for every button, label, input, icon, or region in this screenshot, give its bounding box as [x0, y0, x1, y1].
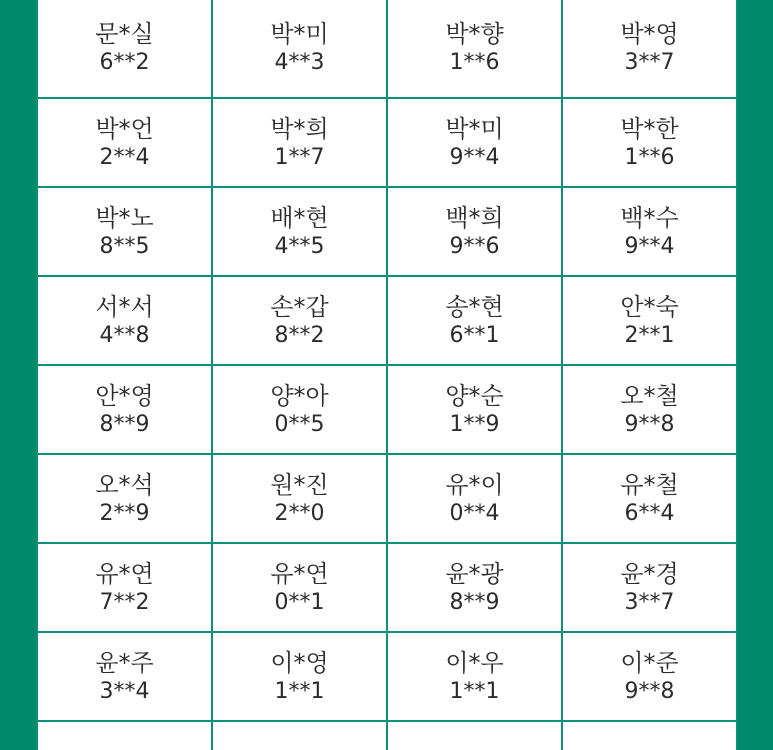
winner-name: 안*숙: [620, 292, 679, 321]
winner-phone-code: 0**4: [449, 500, 500, 526]
winner-cell: [212, 0, 387, 98]
winner-cell-partial: [37, 721, 212, 750]
winner-phone-code: 1**6: [449, 49, 500, 75]
winner-cell: [387, 454, 562, 543]
winner-phone-code: 3**7: [624, 49, 675, 75]
winner-name: 원*진: [270, 470, 329, 499]
winner-name: 윤*광: [445, 559, 504, 588]
winner-name: 윤*경: [620, 559, 679, 588]
table-row: [37, 632, 737, 721]
winner-name: 박*언: [95, 114, 154, 143]
winner-cell: [212, 276, 387, 365]
winner-name: 문*실: [95, 19, 154, 48]
winner-name: 오*석: [95, 470, 154, 499]
winner-name: 서*서: [95, 292, 154, 321]
winner-phone-code: 3**7: [624, 589, 675, 615]
winner-cell: [212, 365, 387, 454]
winner-name: 박*영: [620, 19, 679, 48]
winner-cell: [387, 0, 562, 98]
winner-cell: [562, 0, 737, 98]
winner-table-body: [37, 0, 737, 750]
winner-name: 백*희: [445, 203, 504, 232]
winner-phone-code: 1**6: [624, 144, 675, 170]
winner-cell: [562, 365, 737, 454]
winner-cell: [562, 632, 737, 721]
winner-phone-code: 4**8: [99, 322, 150, 348]
winner-phone-code: 0**5: [274, 411, 325, 437]
winner-cell: [212, 98, 387, 187]
winner-cell: [212, 187, 387, 276]
winner-phone-code: 1**1: [449, 678, 500, 704]
winner-cell: [37, 365, 212, 454]
winner-cell: [37, 543, 212, 632]
winner-cell: [37, 632, 212, 721]
winner-name: 박*향: [445, 19, 504, 48]
winner-phone-code: 0**1: [274, 589, 325, 615]
winner-name: 유*이: [445, 470, 504, 499]
winner-name: 윤*주: [95, 648, 154, 677]
winner-name: 이*준: [620, 648, 679, 677]
winner-cell: [37, 454, 212, 543]
winner-name: 유*철: [620, 470, 679, 499]
winner-phone-code: 9**8: [624, 411, 675, 437]
winner-phone-code: 1**1: [274, 678, 325, 704]
winner-name: 이*우: [445, 648, 504, 677]
winner-cell: [212, 632, 387, 721]
winner-cell: [387, 543, 562, 632]
winner-name: 오*철: [620, 381, 679, 410]
winner-cell: [562, 187, 737, 276]
table-row: [37, 454, 737, 543]
winner-cell: [37, 276, 212, 365]
winner-phone-code: 4**3: [274, 49, 325, 75]
winner-name: 박*미: [445, 114, 504, 143]
winner-cell: [212, 543, 387, 632]
winner-phone-code: 9**6: [449, 233, 500, 259]
winner-phone-code: 2**4: [99, 144, 150, 170]
winner-name: 양*순: [445, 381, 504, 410]
winner-phone-code: 6**2: [99, 49, 150, 75]
winner-name: 백*수: [620, 203, 679, 232]
winner-phone-code: 8**2: [274, 322, 325, 348]
winner-phone-code: 1**9: [449, 411, 500, 437]
winner-cell: [37, 98, 212, 187]
winner-name: 박*희: [270, 114, 329, 143]
winner-cell: [37, 0, 212, 98]
winner-cell: [37, 187, 212, 276]
winner-cell: [562, 276, 737, 365]
winner-phone-code: 8**9: [99, 411, 150, 437]
winner-name: 이*영: [270, 648, 329, 677]
winner-phone-code: 8**5: [99, 233, 150, 259]
table-row-partial: [37, 721, 737, 750]
winner-name: 송*현: [445, 292, 504, 321]
winner-name: 안*영: [95, 381, 154, 410]
table-row: [37, 365, 737, 454]
winner-phone-code: 6**1: [449, 322, 500, 348]
winner-name: 박*한: [620, 114, 679, 143]
winner-name: 손*갑: [270, 292, 329, 321]
winner-phone-code: 8**9: [449, 589, 500, 615]
table-row: [37, 187, 737, 276]
winner-cell: [562, 98, 737, 187]
winner-phone-code: 2**1: [624, 322, 675, 348]
winner-name: 박*미: [270, 19, 329, 48]
winner-cell-partial: [387, 721, 562, 750]
winner-phone-code: 4**5: [274, 233, 325, 259]
winner-phone-code: 1**7: [274, 144, 325, 170]
winner-cell: [562, 543, 737, 632]
winner-name: 유*연: [95, 559, 154, 588]
winner-cell: [387, 187, 562, 276]
winner-phone-code: 9**8: [624, 678, 675, 704]
winner-phone-code: 9**4: [449, 144, 500, 170]
table-row: [37, 0, 737, 98]
winner-cell: [387, 365, 562, 454]
winner-table: [36, 0, 738, 750]
winner-phone-code: 7**2: [99, 589, 150, 615]
table-row: [37, 98, 737, 187]
winner-phone-code: 2**9: [99, 500, 150, 526]
winner-list-panel: [36, 0, 738, 750]
winner-cell-partial: [212, 721, 387, 750]
winner-phone-code: 3**4: [99, 678, 150, 704]
winner-cell: [562, 454, 737, 543]
winner-name: 박*노: [95, 203, 154, 232]
winner-cell: [387, 276, 562, 365]
winner-cell: [387, 632, 562, 721]
winner-cell-partial: [562, 721, 737, 750]
winner-phone-code: 6**4: [624, 500, 675, 526]
winner-name: 양*아: [270, 381, 329, 410]
winner-phone-code: 2**0: [274, 500, 325, 526]
winner-phone-code: 9**4: [624, 233, 675, 259]
winner-cell: [387, 98, 562, 187]
table-row: [37, 543, 737, 632]
winner-name: 배*현: [270, 203, 329, 232]
winner-name: 유*연: [270, 559, 329, 588]
winner-cell: [212, 454, 387, 543]
table-row: [37, 276, 737, 365]
